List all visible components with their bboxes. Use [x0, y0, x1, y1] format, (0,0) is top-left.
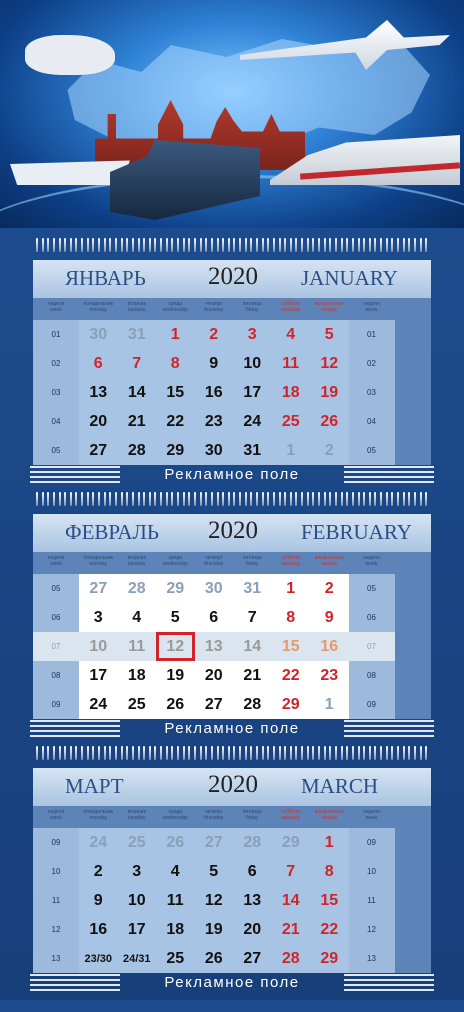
- weekday-ru: суббота: [281, 301, 300, 307]
- weekday-ru: неделя: [363, 555, 380, 561]
- weekday-ru: среда: [168, 555, 183, 561]
- week-number: 07: [33, 632, 79, 661]
- weekday-header-cell: [233, 552, 272, 574]
- day-cell: 24: [79, 690, 118, 719]
- weekday-ru: вторник: [127, 809, 146, 815]
- weekday-ru: неделя: [47, 555, 65, 561]
- week-number: 12: [33, 915, 79, 944]
- day-cell: 28: [233, 690, 272, 719]
- day-cell: 17: [79, 661, 118, 690]
- weekday-en: friday: [246, 815, 259, 821]
- day-cell: 10: [79, 632, 118, 661]
- day-cell: 7: [233, 603, 272, 632]
- weekday-en: week: [50, 561, 62, 567]
- weekday-header-cell: [349, 806, 395, 828]
- day-cell: 28: [118, 574, 157, 603]
- header-illustration: [0, 0, 464, 228]
- weekday-header-cell: [195, 298, 234, 320]
- day-cell: 3: [233, 320, 272, 349]
- day-grid: [33, 298, 431, 465]
- day-cell: 9: [195, 349, 234, 378]
- week-number: 01: [349, 320, 395, 349]
- day-cell: 5: [156, 603, 195, 632]
- day-cell: 18: [118, 661, 157, 690]
- month-name-ru: ЯНВАРЬ: [65, 266, 146, 290]
- day-cell: 21: [272, 915, 311, 944]
- day-cell: 25: [118, 690, 157, 719]
- day-cell: 3: [118, 857, 157, 886]
- day-cell: 19: [156, 661, 195, 690]
- weekday-header-cell: [118, 298, 157, 320]
- month-block-1: [0, 492, 464, 722]
- week-number: 08: [33, 661, 79, 690]
- day-cell: 28: [233, 828, 272, 857]
- day-cell: 16: [79, 915, 118, 944]
- day-cell: 22: [310, 915, 349, 944]
- day-cell: 9: [310, 603, 349, 632]
- weekday-ru: вторник: [127, 555, 146, 561]
- week-number: 02: [33, 349, 79, 378]
- weekday-en: friday: [246, 307, 259, 313]
- weekday-en: wednesday: [162, 307, 188, 313]
- week-number: 03: [349, 378, 395, 407]
- day-cell: 26: [156, 828, 195, 857]
- day-cell: 9: [79, 886, 118, 915]
- day-cell: 2: [310, 436, 349, 465]
- day-cell: 12: [156, 632, 195, 661]
- weekday-ru: неделя: [47, 301, 65, 307]
- week-row: [33, 661, 431, 690]
- day-cell: 12: [310, 349, 349, 378]
- day-cell: 10: [233, 349, 272, 378]
- day-cell: 13: [233, 886, 272, 915]
- weekday-en: friday: [246, 561, 259, 567]
- day-cell: 23/30: [79, 944, 118, 973]
- week-row: [33, 857, 431, 886]
- week-row: [33, 632, 431, 661]
- day-cell: 13: [195, 632, 234, 661]
- weekday-header-cell: [156, 298, 195, 320]
- weekday-ru: воскресенье: [314, 809, 344, 815]
- week-number: 10: [33, 857, 79, 886]
- day-cell: 13: [79, 378, 118, 407]
- day-cell: 19: [195, 915, 234, 944]
- week-number: 02: [349, 349, 395, 378]
- year-label: 2020: [208, 263, 258, 290]
- week-row: [33, 603, 431, 632]
- month-name-ru: МАРТ: [65, 774, 124, 798]
- day-cell: 28: [118, 436, 157, 465]
- day-cell: 18: [272, 378, 311, 407]
- day-cell: 25: [272, 407, 311, 436]
- day-cell: 31: [233, 436, 272, 465]
- week-number: 13: [349, 944, 395, 973]
- weekday-ru: четверг: [205, 555, 223, 561]
- weekday-ru: пятница: [242, 809, 262, 815]
- day-cell: 29: [156, 574, 195, 603]
- weekday-en: saturday: [281, 815, 301, 821]
- weekday-ru: суббота: [281, 555, 300, 561]
- day-cell: 15: [310, 886, 349, 915]
- week-number: 05: [33, 574, 79, 603]
- weekday-header-cell: [79, 806, 118, 828]
- day-cell: 14: [233, 632, 272, 661]
- day-cell: 29: [272, 690, 311, 719]
- weekday-en: thursday: [204, 307, 224, 313]
- weekday-header-cell: [272, 552, 311, 574]
- day-cell: 14: [118, 378, 157, 407]
- day-cell: 27: [79, 436, 118, 465]
- day-cell: 29: [272, 828, 311, 857]
- day-cell: 12: [195, 886, 234, 915]
- day-cell: 2: [195, 320, 234, 349]
- weekday-en: tuesday: [127, 561, 146, 567]
- day-cell: 22: [272, 661, 311, 690]
- week-row: [33, 407, 431, 436]
- day-cell: 30: [79, 320, 118, 349]
- weekday-header-cell: [310, 298, 349, 320]
- day-cell: 23: [195, 407, 234, 436]
- day-cell: 8: [156, 349, 195, 378]
- day-cell: 4: [156, 857, 195, 886]
- day-cell: 22: [156, 407, 195, 436]
- weekday-header-cell: [195, 552, 234, 574]
- day-cell: 19: [310, 378, 349, 407]
- day-cell: 21: [118, 407, 157, 436]
- day-cell: 23: [310, 661, 349, 690]
- week-number: 11: [33, 886, 79, 915]
- day-cell: 16: [310, 632, 349, 661]
- day-cell: 31: [118, 320, 157, 349]
- day-cell: 5: [310, 320, 349, 349]
- day-cell: 27: [195, 690, 234, 719]
- spiral-binding: [36, 746, 428, 760]
- month-block-0: [0, 238, 464, 468]
- day-cell: 1: [272, 436, 311, 465]
- day-cell: 25: [118, 828, 157, 857]
- spiral-binding: [36, 238, 428, 252]
- weekday-en: wednesday: [162, 561, 188, 567]
- week-number: 05: [349, 574, 395, 603]
- day-cell: 18: [156, 915, 195, 944]
- month-name-en: MARCH: [301, 774, 379, 798]
- weekday-ru: среда: [168, 809, 183, 815]
- weekday-header: [33, 552, 431, 574]
- day-cell: 20: [195, 661, 234, 690]
- week-number: 06: [33, 603, 79, 632]
- day-cell: 24: [233, 407, 272, 436]
- week-number: 09: [349, 828, 395, 857]
- day-cell: 6: [195, 603, 234, 632]
- weekday-header-cell: [272, 298, 311, 320]
- weekday-en: sunday: [321, 815, 338, 821]
- weekday-en: week: [365, 561, 378, 567]
- weekday-en: week: [50, 815, 62, 821]
- weekday-en: thursday: [204, 561, 224, 567]
- weekday-header-cell: [156, 806, 195, 828]
- week-number: 03: [33, 378, 79, 407]
- week-row: [33, 915, 431, 944]
- weekday-header-cell: [349, 552, 395, 574]
- day-cell: 11: [272, 349, 311, 378]
- day-cell: 28: [272, 944, 311, 973]
- weekday-ru: понедельник: [83, 809, 114, 815]
- day-cell: 6: [79, 349, 118, 378]
- week-number: 05: [33, 436, 79, 465]
- weekday-header-cell: [118, 806, 157, 828]
- day-cell: 26: [156, 690, 195, 719]
- weekday-en: saturday: [281, 307, 301, 313]
- day-cell: 24: [79, 828, 118, 857]
- weekday-ru: воскресенье: [314, 301, 344, 307]
- day-cell: 4: [118, 603, 157, 632]
- day-cell: 3: [79, 603, 118, 632]
- day-cell: 15: [272, 632, 311, 661]
- month-title-bar: [33, 768, 431, 806]
- day-cell: 7: [118, 349, 157, 378]
- day-cell: 16: [195, 378, 234, 407]
- month-title-bar: [33, 260, 431, 298]
- weekday-en: week: [365, 307, 378, 313]
- month-block-2: [0, 746, 464, 976]
- weekday-header-cell: [233, 298, 272, 320]
- weekday-header-cell: [195, 806, 234, 828]
- day-cell: 31: [233, 574, 272, 603]
- weekday-header-cell: [33, 806, 79, 828]
- weekday-ru: суббота: [281, 809, 300, 815]
- week-row: [33, 320, 431, 349]
- week-number: 11: [349, 886, 395, 915]
- ad-field-label: Рекламное поле: [164, 720, 300, 737]
- weekday-en: tuesday: [127, 307, 146, 313]
- week-row: [33, 886, 431, 915]
- weekday-en: saturday: [281, 561, 301, 567]
- weekday-header: [33, 298, 431, 320]
- week-row: [33, 828, 431, 857]
- ad-field-band: [0, 968, 464, 1012]
- month-name-ru: ФЕВРАЛЬ: [65, 520, 159, 544]
- week-number: 05: [349, 436, 395, 465]
- week-number: 09: [33, 690, 79, 719]
- week-number: 09: [33, 828, 79, 857]
- day-cell: 26: [195, 944, 234, 973]
- day-cell: 30: [195, 436, 234, 465]
- weekday-ru: неделя: [47, 809, 65, 815]
- month-name-en: FEBRUARY: [301, 520, 412, 544]
- day-cell: 10: [118, 886, 157, 915]
- week-number: 06: [349, 603, 395, 632]
- day-cell: 20: [233, 915, 272, 944]
- day-cell: 14: [272, 886, 311, 915]
- day-cell: 8: [310, 857, 349, 886]
- ad-field-label: Рекламное поле: [164, 974, 300, 991]
- week-number: 09: [349, 690, 395, 719]
- year-label: 2020: [208, 517, 258, 544]
- weekday-ru: понедельник: [83, 555, 114, 561]
- week-number: 08: [349, 661, 395, 690]
- weekday-ru: среда: [168, 301, 183, 307]
- week-row: [33, 349, 431, 378]
- weekday-ru: вторник: [127, 301, 146, 307]
- weekday-en: sunday: [321, 307, 338, 313]
- day-cell: 11: [156, 886, 195, 915]
- day-cell: 8: [272, 603, 311, 632]
- day-cell: 6: [233, 857, 272, 886]
- weekday-header-cell: [310, 806, 349, 828]
- day-cell: 27: [79, 574, 118, 603]
- weekday-ru: четверг: [205, 301, 223, 307]
- weekday-en: tuesday: [127, 815, 146, 821]
- day-cell: 21: [233, 661, 272, 690]
- weekday-en: week: [50, 307, 62, 313]
- weekday-en: wednesday: [162, 815, 188, 821]
- week-number: 01: [33, 320, 79, 349]
- weekday-ru: понедельник: [83, 301, 114, 307]
- day-cell: 1: [310, 828, 349, 857]
- week-number: 12: [349, 915, 395, 944]
- weekday-en: thursday: [204, 815, 224, 821]
- day-cell: 2: [79, 857, 118, 886]
- week-number: 10: [349, 857, 395, 886]
- day-cell: 29: [310, 944, 349, 973]
- weekday-ru: воскресенье: [314, 555, 344, 561]
- weekday-header-cell: [33, 298, 79, 320]
- weekday-en: sunday: [321, 561, 338, 567]
- week-number: 07: [349, 632, 395, 661]
- helicopter-image: [25, 35, 115, 75]
- weekday-ru: пятница: [242, 301, 262, 307]
- weekday-header-cell: [233, 806, 272, 828]
- weekday-header-cell: [156, 552, 195, 574]
- weekday-ru: четверг: [205, 809, 223, 815]
- weekday-header-cell: [79, 552, 118, 574]
- ad-field-label: Рекламное поле: [164, 466, 300, 483]
- weekday-ru: неделя: [363, 809, 380, 815]
- week-number: 04: [33, 407, 79, 436]
- day-cell: 1: [156, 320, 195, 349]
- day-grid: [33, 552, 431, 719]
- weekday-en: monday: [89, 307, 108, 313]
- weekday-header-cell: [272, 806, 311, 828]
- day-cell: 5: [195, 857, 234, 886]
- week-row: [33, 378, 431, 407]
- day-grid: [33, 806, 431, 973]
- day-cell: 7: [272, 857, 311, 886]
- weekday-header-cell: [310, 552, 349, 574]
- day-cell: 29: [156, 436, 195, 465]
- month-name-en: JANUARY: [301, 266, 398, 290]
- day-cell: 24/31: [118, 944, 157, 973]
- week-number: 04: [349, 407, 395, 436]
- day-cell: 25: [156, 944, 195, 973]
- weekday-ru: пятница: [242, 555, 262, 561]
- weekday-header-cell: [349, 298, 395, 320]
- week-row: [33, 574, 431, 603]
- day-cell: 17: [118, 915, 157, 944]
- weekday-header: [33, 806, 431, 828]
- year-label: 2020: [208, 771, 258, 798]
- day-cell: 20: [79, 407, 118, 436]
- month-title-bar: [33, 514, 431, 552]
- weekday-en: week: [365, 815, 378, 821]
- day-cell: 26: [310, 407, 349, 436]
- day-cell: 4: [272, 320, 311, 349]
- spiral-binding: [36, 492, 428, 506]
- weekday-header-cell: [79, 298, 118, 320]
- day-cell: 17: [233, 378, 272, 407]
- weekday-ru: неделя: [363, 301, 380, 307]
- day-cell: 27: [233, 944, 272, 973]
- weekday-header-cell: [33, 552, 79, 574]
- day-cell: 11: [118, 632, 157, 661]
- day-cell: 15: [156, 378, 195, 407]
- day-cell: 27: [195, 828, 234, 857]
- weekday-en: monday: [89, 561, 108, 567]
- week-number: 13: [33, 944, 79, 973]
- day-cell: 1: [310, 690, 349, 719]
- day-cell: 2: [310, 574, 349, 603]
- weekday-header-cell: [118, 552, 157, 574]
- weekday-en: monday: [89, 815, 108, 821]
- day-cell: 30: [195, 574, 234, 603]
- day-cell: 1: [272, 574, 311, 603]
